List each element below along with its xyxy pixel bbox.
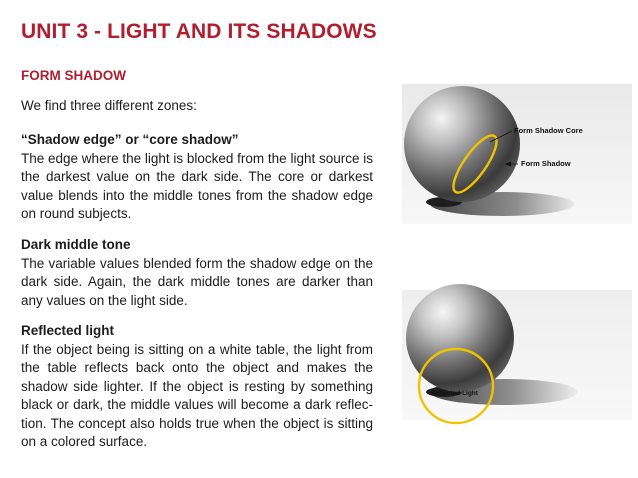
label-reflected-light: Reflected Light <box>431 390 478 397</box>
section-subtitle: FORM SHADOW <box>21 68 126 83</box>
section-body: The variable values blended form the shadow edge on the dark side. Again, the dark middle tones are darker than any values on the light side. <box>21 255 373 308</box>
section-dark-middle-tone <box>21 236 373 310</box>
intro-text: We find three different zones: <box>21 98 197 113</box>
sphere-drawing <box>392 84 632 224</box>
sphere <box>406 284 514 392</box>
sphere-form-shadow-figure <box>392 84 632 224</box>
label-form-shadow-core: Form Shadow Core <box>514 126 583 135</box>
section-heading: Dark middle tone <box>21 237 131 252</box>
label-form-shadow: Form Shadow <box>521 159 571 168</box>
section-shadow-edge <box>21 131 373 224</box>
section-body: If the object being is sitting on a white table, the light from the table reflects back onto the object and makes the shadow side lighter. If the object is resting by something black or dark, the middle values will become a dark reflection. The concept also holds true when the object is sitting on a colored surface. <box>21 341 373 449</box>
sphere-drawing <box>392 282 632 432</box>
page-title: UNIT 3 - LIGHT AND ITS SHADOWS <box>21 20 377 43</box>
section-reflected-light <box>21 322 373 452</box>
sphere <box>404 86 520 202</box>
section-heading: Reflected light <box>21 323 115 338</box>
sphere-reflected-light-figure <box>392 282 632 432</box>
section-heading: “Shadow edge” or “core shadow” <box>21 132 239 147</box>
section-body: The edge where the light is blocked from the light source is the darkest value on the dark side. The core or darkest value blends into the middle tones from the shadow edge on round subjects. <box>21 150 373 221</box>
